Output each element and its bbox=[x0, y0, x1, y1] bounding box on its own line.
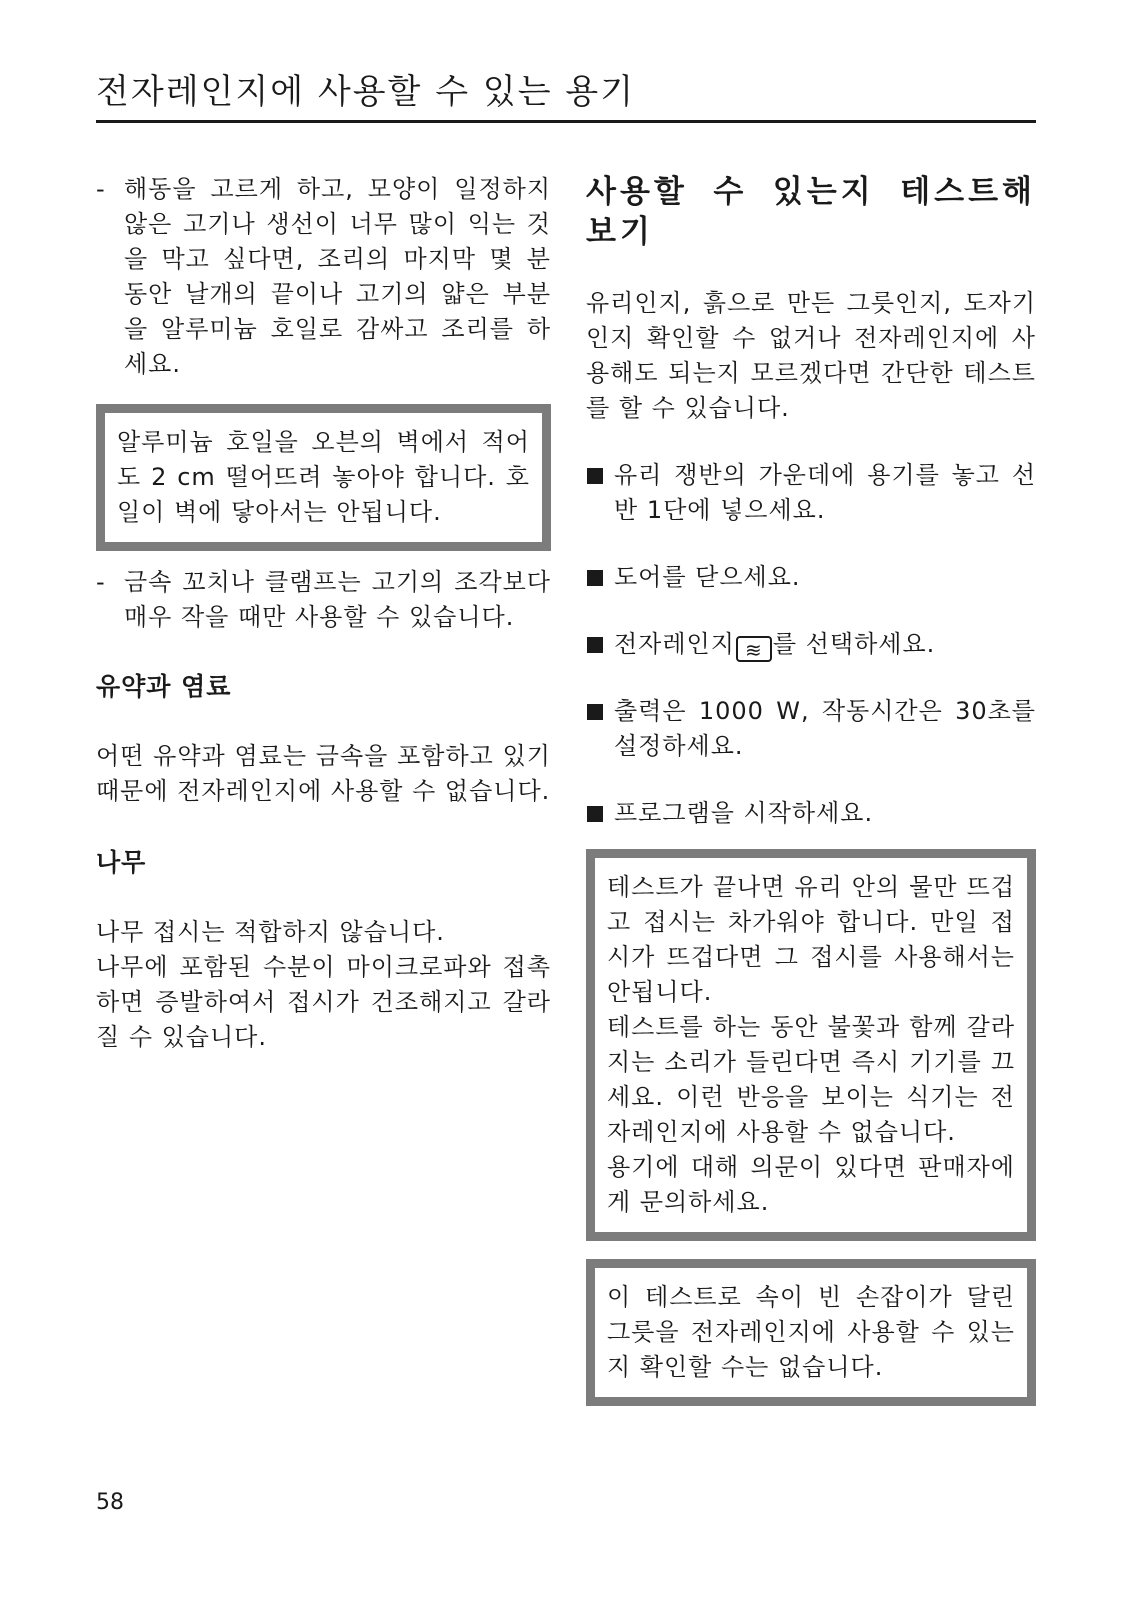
skewer-clamp-text: 금속 꼬치나 클램프는 고기의 조각보다 매우 작을 때만 사용할 수 있습니다. bbox=[124, 568, 551, 631]
test-step-3 bbox=[586, 627, 1036, 662]
thawing-foil-text: 해동을 고르게 하고, 모양이 일정하지 않은 고기나 생선이 너무 많이 익는 것을 막고 싶다면, 조리의 마지막 몇 분 동안 날개의 끝이나 고기의 얇은 부분을 알루미늄 호일로 감싸고 조리를 하세요. bbox=[124, 175, 551, 378]
test-step-2 bbox=[586, 560, 1036, 595]
test-step-4-text: 출력은 1000 W, 작동시간은 30초를 설정하세요. bbox=[614, 697, 1036, 760]
square-bullet-icon bbox=[586, 560, 614, 595]
test-step-3-text bbox=[614, 627, 1036, 662]
square-bullet-icon bbox=[586, 796, 614, 831]
test-step-1 bbox=[586, 458, 1036, 528]
right-column bbox=[586, 172, 1036, 1406]
test-step-1-text: 유리 쟁반의 가운데에 용기를 놓고 선반 1단에 넣으세요. bbox=[614, 461, 1036, 524]
square-bullet-icon bbox=[586, 694, 614, 764]
test-intro-text: 유리인지, 흙으로 만든 그릇인지, 도자기인지 확인할 수 없거나 전자레인지에 사용해도 되는지 모르겠다면 간단한 테스트를 할 수 있습니다. bbox=[586, 289, 1036, 422]
wood-text-line2: 나무에 포함된 수분이 마이크로파와 접촉하면 증발하여서 접시가 건조해지고 갈라질 수 있습니다. bbox=[96, 953, 551, 1051]
microwave-symbol-icon: ≋ bbox=[736, 636, 772, 662]
test-step-5 bbox=[586, 796, 1036, 831]
skewer-clamp-instruction bbox=[96, 565, 551, 635]
wood-text-line1: 나무 접시는 적합하지 않습니다. bbox=[96, 918, 445, 946]
thawing-foil-instruction bbox=[96, 172, 551, 382]
hollow-handle-notice-text: 이 테스트로 속이 빈 손잡이가 달린 그릇을 전자레인지에 사용할 수 있는지 확인할 수는 없습니다. bbox=[607, 1283, 1015, 1381]
title-rule bbox=[96, 120, 1036, 123]
test-step-4 bbox=[586, 694, 1036, 764]
page-number: 58 bbox=[96, 1490, 124, 1515]
foil-distance-notice-text: 알루미늄 호일을 오븐의 벽에서 적어도 2 cm 떨어뜨려 놓아야 합니다. 호일이 벽에 닿아서는 안됩니다. bbox=[117, 428, 530, 526]
left-column bbox=[96, 172, 551, 1055]
test-step-3-prefix: 전자레인지 bbox=[614, 630, 735, 658]
wood-heading: 나무 bbox=[96, 848, 147, 877]
test-result-paragraph-2: 테스트를 하는 동안 불꽃과 함께 갈라지는 소리가 들린다면 즉시 기기를 끄세요. 이런 반응을 보이는 식기는 전자레인지에 사용할 수 없습니다. bbox=[607, 1013, 1015, 1146]
test-step-3-suffix: 를 선택하세요. bbox=[772, 630, 936, 658]
test-result-paragraph-1: 테스트가 끝나면 유리 안의 물만 뜨겁고 접시는 차가워야 합니다. 만일 접시가 뜨겁다면 그 접시를 사용해서는 안됩니다. bbox=[607, 873, 1015, 1006]
test-step-5-text: 프로그램을 시작하세요. bbox=[614, 799, 874, 827]
foil-distance-notice-box bbox=[96, 404, 551, 551]
test-result-box bbox=[586, 849, 1036, 1241]
square-bullet-icon bbox=[586, 627, 614, 662]
test-step-2-text: 도어를 닫으세요. bbox=[614, 563, 801, 591]
dash-marker: - bbox=[96, 568, 106, 596]
dash-marker: - bbox=[96, 175, 106, 203]
glaze-heading: 유약과 염료 bbox=[96, 672, 232, 701]
glaze-text: 어떤 유약과 염료는 금속을 포함하고 있기 때문에 전자레인지에 사용할 수 없습니다. bbox=[96, 742, 551, 805]
page-title: 전자레인지에 사용할 수 있는 용기 bbox=[96, 72, 636, 112]
test-heading: 사용할 수 있는지 테스트해보기 bbox=[586, 174, 1036, 250]
hollow-handle-notice-box bbox=[586, 1259, 1036, 1406]
test-result-paragraph-3: 용기에 대해 의문이 있다면 판매자에게 문의하세요. bbox=[607, 1153, 1015, 1216]
square-bullet-icon bbox=[586, 458, 614, 528]
